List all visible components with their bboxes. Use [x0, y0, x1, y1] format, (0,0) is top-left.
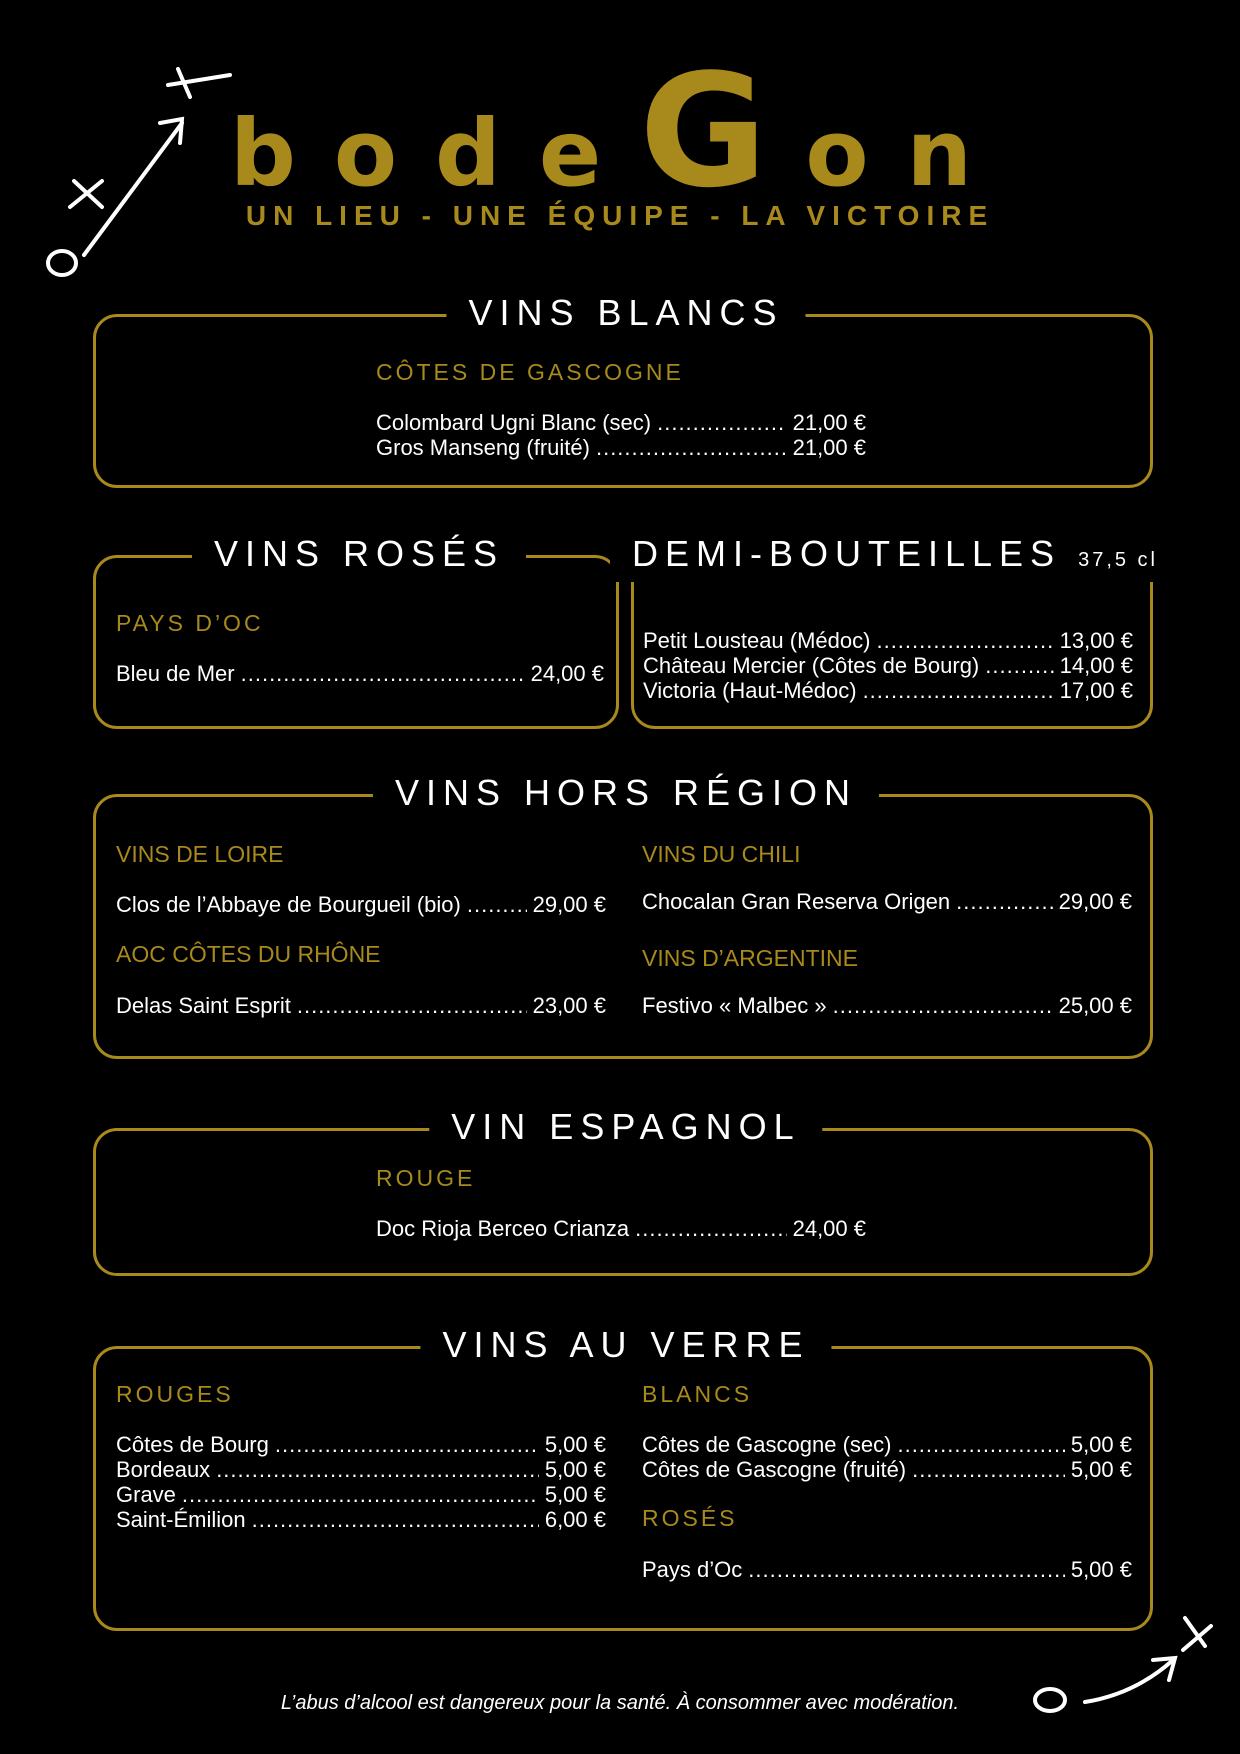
menu-item	[376, 435, 866, 460]
menu-item	[116, 892, 606, 917]
logo-big-letter: G	[639, 40, 806, 222]
section-vins-roses	[93, 533, 619, 729]
item-price: 21,00 €	[792, 435, 866, 460]
item-name: Bleu de Mer	[116, 661, 235, 686]
health-warning: L’abus d’alcool est dangereux pour la santé. À consommer avec modération.	[280, 1692, 960, 1714]
menu-item	[643, 653, 1133, 678]
item-price: 29,00 €	[1058, 889, 1132, 914]
menu-item	[643, 628, 1133, 653]
item-name: Bordeaux	[116, 1457, 211, 1482]
item-price: 25,00 €	[1058, 993, 1132, 1018]
item-price: 21,00 €	[792, 410, 866, 435]
logo-text-part2: on	[805, 100, 1011, 207]
category-label: PAYS D’OC	[116, 610, 264, 636]
menu-item	[642, 1432, 1132, 1457]
item-price: 24,00 €	[530, 661, 604, 686]
item-price: 17,00 €	[1059, 678, 1133, 703]
item-price: 5,00 €	[544, 1457, 606, 1482]
item-price: 5,00 €	[544, 1482, 606, 1507]
menu-item	[376, 410, 866, 435]
section-vins-blancs	[93, 292, 1153, 488]
category-label: CÔTES DE GASCOGNE	[376, 359, 684, 385]
category-label: ROSÉS	[642, 1505, 738, 1531]
menu-item	[116, 1432, 606, 1457]
category-label: ROUGE	[376, 1165, 476, 1191]
section-vin-espagnol	[93, 1106, 1153, 1276]
item-name: Pays d’Oc	[642, 1557, 743, 1582]
item-price: 29,00 €	[532, 892, 606, 917]
section-vins-au-verre	[93, 1324, 1153, 1631]
item-name: Château Mercier (Côtes de Bourg)	[643, 653, 980, 678]
category-label: VINS DE LOIRE	[116, 841, 284, 867]
menu-item	[116, 1507, 606, 1532]
section-demi-bouteilles	[631, 533, 1159, 729]
item-price: 6,00 €	[544, 1507, 606, 1532]
menu-item	[116, 993, 606, 1018]
item-price: 5,00 €	[1070, 1432, 1132, 1457]
item-price: 5,00 €	[544, 1432, 606, 1457]
item-name: Côtes de Gascogne (sec)	[642, 1432, 892, 1457]
menu-item	[116, 661, 604, 686]
item-price: 13,00 €	[1059, 628, 1133, 653]
section-title: VINS BLANCS	[446, 291, 805, 335]
item-name: Clos de l’Abbaye de Bourgueil (bio)	[116, 892, 461, 917]
volume-label: 37,5 cl	[1078, 549, 1159, 571]
menu-item	[642, 1457, 1132, 1482]
menu-item	[643, 678, 1133, 703]
item-name: Petit Lousteau (Médoc)	[643, 628, 871, 653]
item-name: Victoria (Haut-Médoc)	[643, 678, 857, 703]
section-title	[610, 532, 1180, 582]
menu-item	[116, 1482, 606, 1507]
item-price: 24,00 €	[792, 1216, 866, 1241]
section-vins-hors-region	[93, 772, 1153, 1059]
menu-item	[642, 1557, 1132, 1582]
item-price: 5,00 €	[1070, 1457, 1132, 1482]
category-label: AOC CÔTES DU RHÔNE	[116, 941, 381, 967]
menu-item	[116, 1457, 606, 1482]
item-name: Côtes de Bourg	[116, 1432, 269, 1457]
item-name: Saint-Émilion	[116, 1507, 246, 1532]
menu-item	[376, 1216, 866, 1241]
item-price: 14,00 €	[1059, 653, 1133, 678]
section-title: VINS ROSÉS	[192, 532, 526, 576]
category-label: VINS D’ARGENTINE	[642, 945, 858, 971]
item-name: Doc Rioja Berceo Crianza	[376, 1216, 630, 1241]
item-name: Delas Saint Esprit	[116, 993, 291, 1018]
category-label: VINS DU CHILI	[642, 841, 801, 867]
item-name: Festivo « Malbec »	[642, 993, 827, 1018]
tagline: UN LIEU - UNE ÉQUIPE - LA VICTOIRE	[245, 200, 995, 231]
section-title: VIN ESPAGNOL	[429, 1105, 822, 1149]
menu-item	[642, 889, 1132, 914]
item-name: Chocalan Gran Reserva Origen	[642, 889, 951, 914]
section-title: VINS HORS RÉGION	[373, 771, 879, 815]
logo-text-part1: bode	[229, 100, 640, 207]
item-name: Grave	[116, 1482, 176, 1507]
section-title: VINS AU VERRE	[420, 1323, 831, 1367]
category-label: ROUGES	[116, 1381, 234, 1407]
section-title-text: DEMI-BOUTEILLES	[631, 533, 1062, 574]
item-price: 23,00 €	[532, 993, 606, 1018]
menu-item	[642, 993, 1132, 1018]
item-name: Colombard Ugni Blanc (sec)	[376, 410, 652, 435]
item-name: Côtes de Gascogne (fruité)	[642, 1457, 907, 1482]
item-name: Gros Manseng (fruité)	[376, 435, 590, 460]
item-price: 5,00 €	[1070, 1557, 1132, 1582]
category-label: BLANCS	[642, 1381, 753, 1407]
